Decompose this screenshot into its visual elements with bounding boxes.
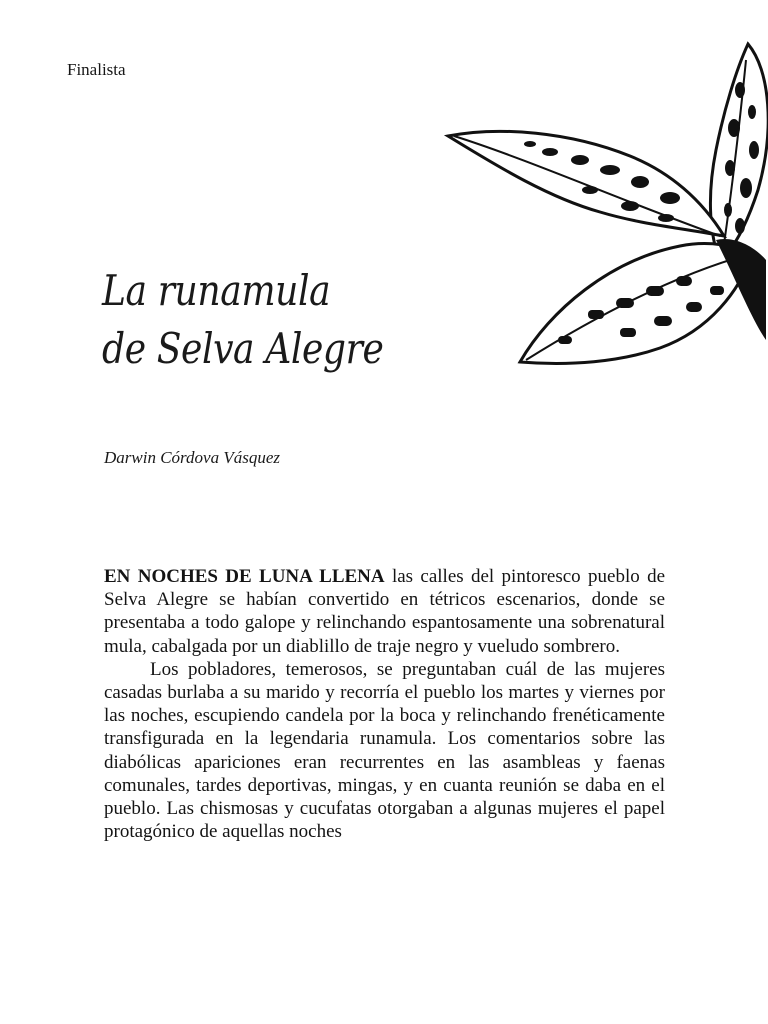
lower-leaf bbox=[520, 244, 752, 364]
author-name: Darwin Córdova Vásquez bbox=[104, 448, 280, 467]
body-text bbox=[104, 565, 665, 843]
leaf-drawing-icon bbox=[440, 40, 768, 370]
paragraph-1-text: las calles del pintoresco pueblo de Selva Alegre se habían convertido en tétricos escenarios, donde se presentaba a todo galope y relinchando espantosamente una sobrenatural mula, cabalgada por un diablillo de traje negro y vueludo sombrero. bbox=[104, 566, 665, 657]
page-title bbox=[102, 262, 383, 378]
paragraph-2: Los pobladores, temerosos, se preguntaban cuál de las mujeres casadas burlaba a su marido y recorría el pueblo los martes y viernes por las noches, escupiendo candela por la boca y relinchando frenéticamente transfigurada en la legendaria runamula. Los comentarios sobre las diabólicas apariciones eran recurrentes en las asambleas y faenas comunales, tardes deportivas, mingas, y en cuanta reunión se daba en el pueblo. Las chismosas y cucufatas otorgaban a algunas mujeres el papel protagónico de aquellas noches bbox=[104, 658, 665, 843]
title-line-2: de Selva Alegre bbox=[102, 324, 384, 373]
left-leaf bbox=[448, 131, 724, 236]
paragraph-1 bbox=[104, 565, 665, 658]
title-line-1: La runamula bbox=[102, 266, 331, 315]
paragraph-lead: EN NOCHES DE LUNA LLENA bbox=[104, 566, 385, 587]
section-label: Finalista bbox=[67, 60, 126, 79]
